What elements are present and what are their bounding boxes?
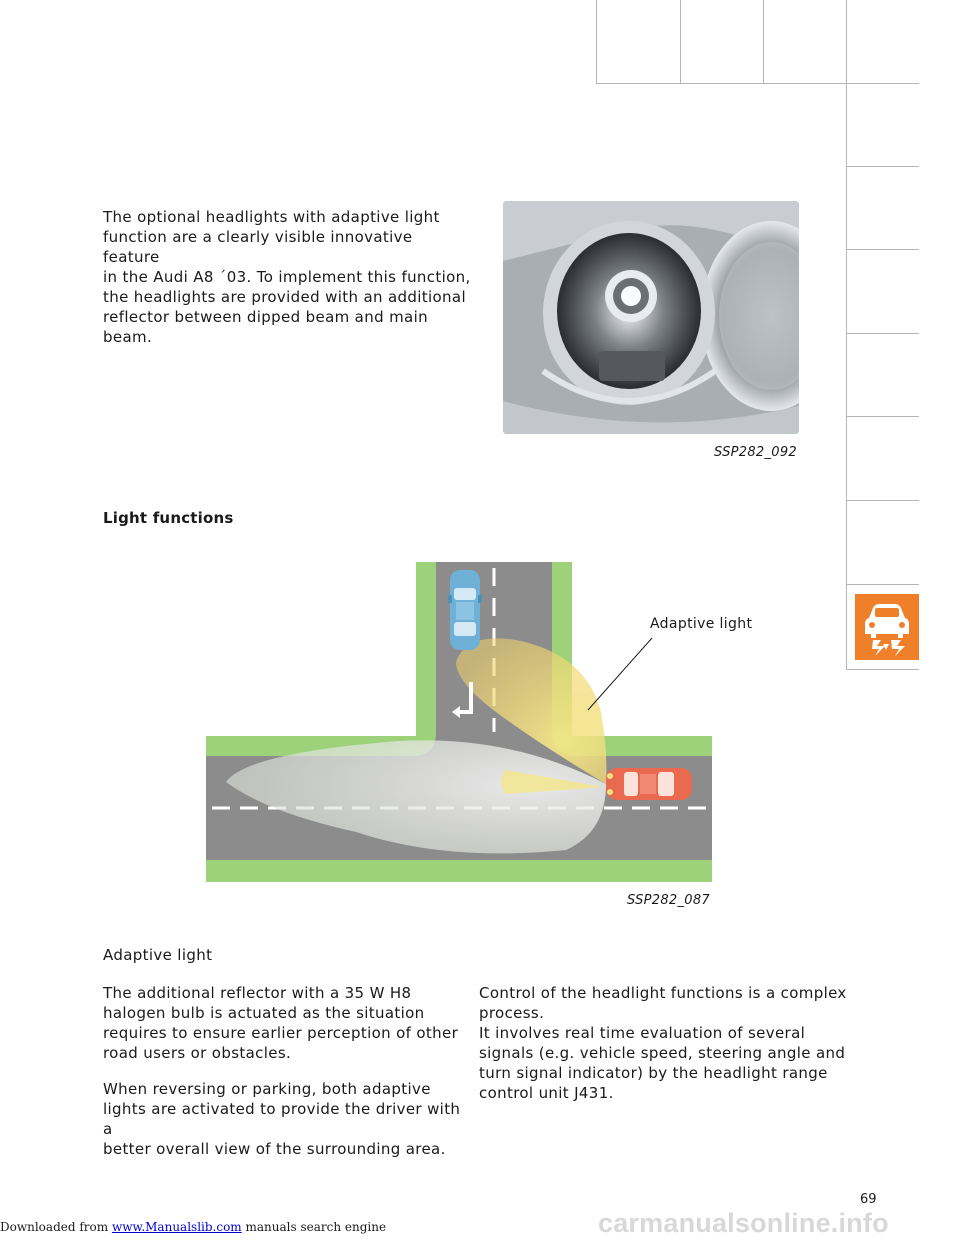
tab-divider [846, 416, 919, 417]
diagram-label: Adaptive light [650, 616, 753, 632]
intersection-diagram [206, 562, 712, 882]
adaptive-title: Adaptive light [103, 946, 213, 964]
tab-divider [846, 669, 919, 670]
paragraph-line: control unit J431. [479, 1084, 614, 1102]
paragraph-line: requires to ensure earlier perception of other [103, 1024, 459, 1042]
paragraph-line: signals (e.g. vehicle speed, steering angle and [479, 1044, 846, 1062]
intro-line: reflector between dipped beam and main [103, 308, 428, 326]
chapter-tab-electrical[interactable] [855, 594, 919, 660]
section-heading: Light functions [103, 509, 234, 527]
photo-caption: SSP282_092 [714, 445, 798, 460]
tab-divider [846, 166, 919, 167]
footer-prefix: Downloaded from [0, 1220, 112, 1234]
tab-divider [846, 249, 919, 250]
intro-paragraph [103, 207, 473, 347]
adaptive-paragraph-2 [103, 1079, 473, 1159]
intro-line: beam. [103, 328, 153, 346]
intro-line: function are a clearly visible innovative feature [103, 228, 413, 266]
paragraph-line: road users or obstacles. [103, 1044, 292, 1062]
paragraph-line: better overall view of the surrounding area. [103, 1140, 446, 1158]
paragraph-line: The additional reflector with a 35 W H8 [103, 984, 412, 1002]
paragraph-line: lights are activated to provide the driver with a [103, 1100, 461, 1138]
paragraph-line: process. [479, 1004, 545, 1022]
intro-line: The optional headlights with adaptive light [103, 208, 440, 226]
turning-car [606, 768, 692, 800]
manualslib-link[interactable]: www.Manualslib.com [111, 1220, 242, 1234]
intro-line: the headlights are provided with an additional [103, 288, 466, 306]
watermark-text: carmanualsonline.info [598, 1208, 889, 1238]
tab-divider [846, 500, 919, 501]
oncoming-car [448, 570, 482, 650]
paragraph-line: turn signal indicator) by the headlight range [479, 1064, 828, 1082]
tab-divider [596, 0, 597, 84]
paragraph-line: halogen bulb is actuated as the situation [103, 1004, 425, 1022]
intro-line: in the Audi A8 ´03. To implement this function, [103, 268, 471, 286]
footer-suffix: manuals search engine [241, 1220, 387, 1234]
diagram-caption: SSP282_087 [627, 893, 711, 908]
adaptive-paragraph-1 [103, 983, 473, 1063]
tab-divider [680, 0, 681, 84]
paragraph-line: It involves real time evaluation of several [479, 1024, 806, 1042]
tab-divider [596, 83, 919, 84]
tab-divider [846, 584, 919, 585]
tab-divider [763, 0, 764, 84]
tab-divider [846, 0, 847, 670]
adaptive-paragraph-3 [479, 983, 859, 1103]
download-footer [0, 1220, 386, 1234]
headlight-photo [503, 201, 799, 434]
page-number: 69 [860, 1192, 877, 1207]
paragraph-line: When reversing or parking, both adaptive [103, 1080, 431, 1098]
tab-divider [846, 333, 919, 334]
car-electrical-icon [855, 594, 919, 660]
paragraph-line: Control of the headlight functions is a complex [479, 984, 847, 1002]
